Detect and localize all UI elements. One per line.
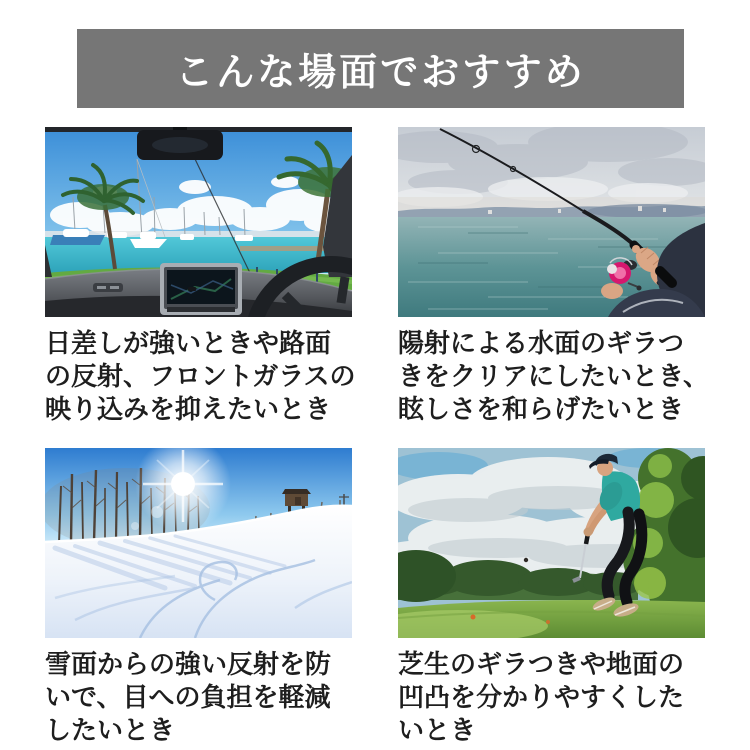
golf-ball <box>524 558 528 562</box>
scene-grid <box>45 127 709 747</box>
fishing-photo <box>398 127 705 317</box>
scene-cell-driving <box>45 127 356 452</box>
section-title: こんな場面でおすすめ <box>175 52 586 94</box>
caption-line: いで、目への負担を軽減 <box>45 682 331 712</box>
section-header-banner <box>77 29 684 108</box>
fishing-scene <box>398 127 705 317</box>
caption-line: 雪面からの強い反射を防 <box>45 649 332 679</box>
caption-line: 映り込みを抑えたいとき <box>45 394 332 424</box>
caption-line: 眩しさを和らげたいとき <box>398 394 685 424</box>
caption-line: 日差しが強いときや路面 <box>45 328 332 358</box>
snow-scene <box>45 448 352 638</box>
navigation-screen <box>160 263 242 315</box>
car-windshield-scene <box>45 127 352 317</box>
golf-scene <box>398 448 705 638</box>
scene-cell-fishing <box>398 127 709 452</box>
fishing-caption <box>398 327 709 426</box>
caption-line: 陽射による水面のギラつ <box>398 328 685 358</box>
snow-photo <box>45 448 352 638</box>
caption-line: いとき <box>398 715 477 745</box>
caption-line: 凹凸を分かりやすくした <box>398 682 685 712</box>
caption-line: きをクリアにしたいとき、 <box>398 361 709 391</box>
golf-caption <box>398 648 705 747</box>
caption-line: 芝生のギラつきや地面の <box>398 649 685 679</box>
dash-vent <box>93 283 123 292</box>
golf-photo <box>398 448 705 638</box>
caption-line: したいとき <box>45 715 176 745</box>
caption-line: の反射、フロントガラスの <box>45 361 356 391</box>
scene-cell-golf <box>398 448 705 750</box>
scene-cell-snow <box>45 448 352 750</box>
driving-caption <box>45 327 356 426</box>
snow-caption <box>45 648 352 747</box>
driving-photo <box>45 127 352 317</box>
rearview-mirror <box>137 127 223 160</box>
